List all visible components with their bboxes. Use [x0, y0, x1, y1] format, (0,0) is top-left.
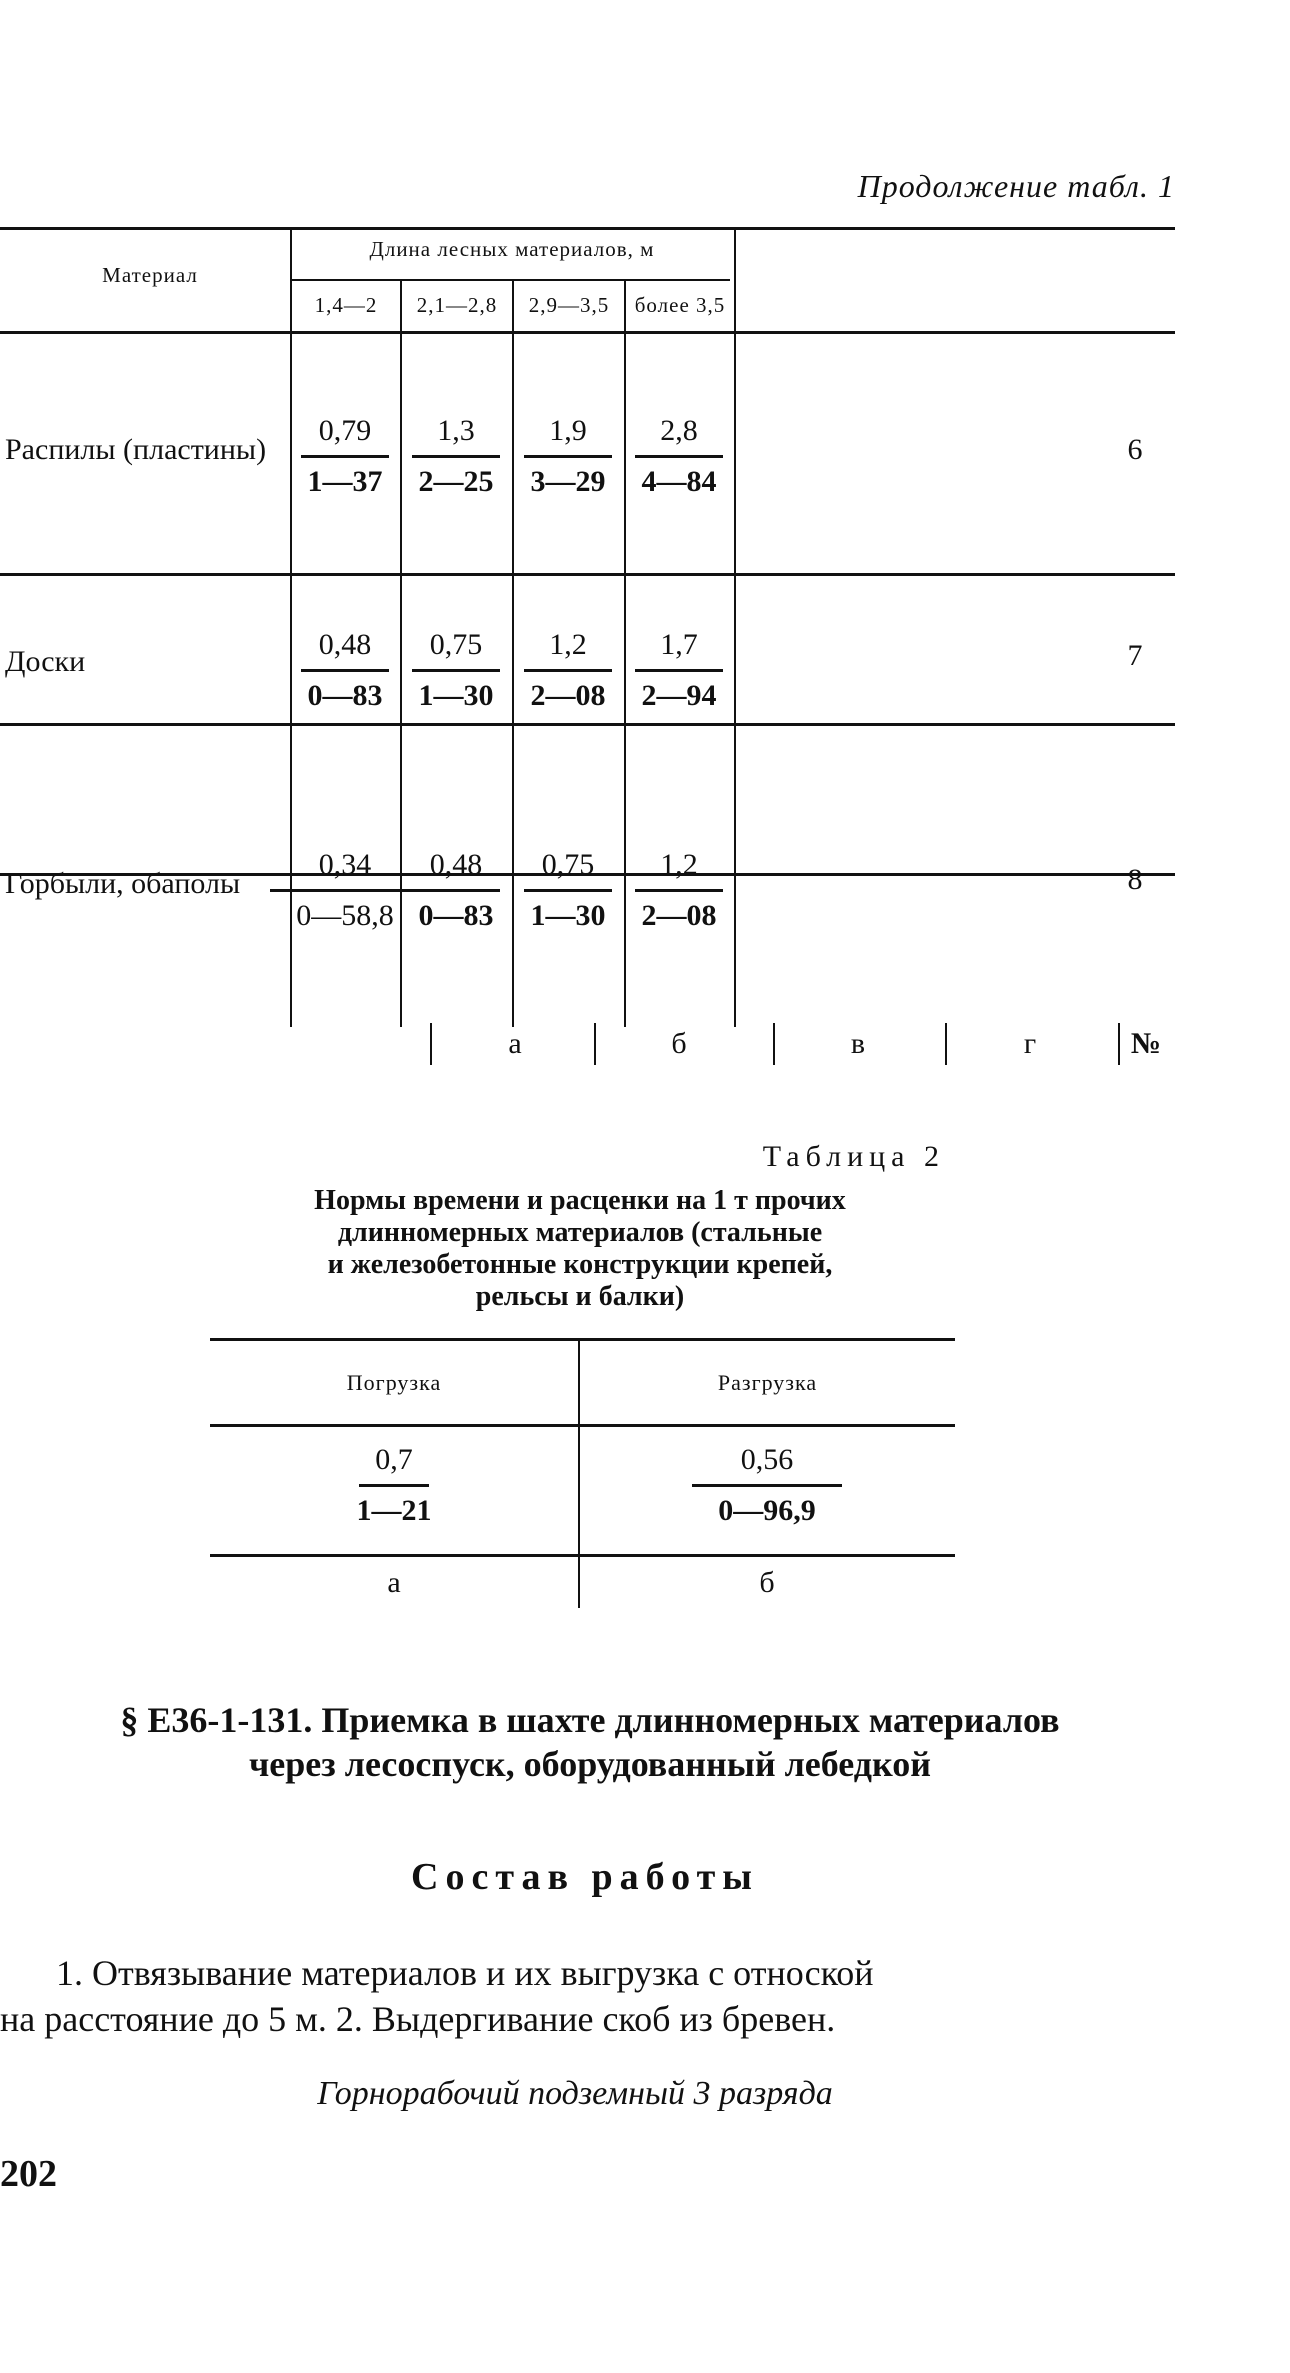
cell-fraction: 2,8 4—84	[595, 411, 763, 502]
section-heading: § Е36-1-131. Приемка в шахте длинномерных материалов через лесоспуск, оборудованный лебедкой	[120, 1700, 1060, 1784]
work-description: 1. Отвязывание материалов и их выгрузка с отноской на расстояние до 5 м. 2. Выдергивание скоб из бревен.	[0, 1953, 874, 2039]
cell-fraction: 0,56 0—96,9	[683, 1440, 851, 1531]
worker-qualification: Горнорабочий подземный 3 разряда	[317, 2075, 833, 2112]
table-1	[0, 215, 1175, 1095]
column-letter: а	[387, 1566, 401, 1599]
cell-fraction: 1,7 2—94	[595, 625, 763, 716]
work-composition-title: Состав работы	[411, 1856, 759, 1898]
length-col-3: 2,9—3,5	[528, 293, 610, 317]
table-2-bottom-rule	[210, 1554, 955, 1557]
header-unloading: Разгрузка	[717, 1370, 818, 1395]
table-2-caption: Таблица 2	[762, 1140, 945, 1173]
cell-fraction: 1,2 2—08	[595, 845, 763, 936]
row-number: 6	[1127, 433, 1143, 466]
length-col-1: 1,4—2	[314, 293, 378, 317]
cell-fraction: 0,75 1—30	[372, 625, 540, 716]
cell-fraction: 0,48 0—83	[372, 845, 540, 936]
row-rule-2	[0, 723, 1175, 726]
length-header-rule	[290, 279, 730, 281]
row-number: 8	[1127, 863, 1143, 896]
table-top-rule	[0, 227, 1175, 230]
length-col-4: более 3,5	[634, 293, 726, 317]
page-number: 202	[0, 2153, 57, 2195]
cell-fraction: 1,9 3—29	[484, 411, 652, 502]
table-2	[210, 1338, 955, 1608]
header-bottom-rule	[0, 331, 1175, 334]
row-number: 7	[1127, 639, 1143, 672]
cell-fraction: 0,48 0—83	[261, 625, 429, 716]
row-rule-1	[0, 573, 1175, 576]
column-letter: в	[850, 1027, 866, 1060]
cell-fraction: 1,2 2—08	[484, 625, 652, 716]
row-label: Доски	[5, 645, 86, 678]
column-letter: б	[759, 1566, 775, 1599]
header-length: Длина лесных материалов, м	[369, 237, 655, 261]
continuation-label: Продолжение табл. 1	[857, 168, 1175, 204]
number-sign: №	[1130, 1027, 1162, 1060]
cell-fraction: 0,79 1—37	[261, 411, 429, 502]
cell-fraction: 1,3 2—25	[372, 411, 540, 502]
cell-fraction: 0,7 1—21	[356, 1443, 432, 1527]
column-letter: а	[508, 1027, 522, 1060]
cell-fraction: 0,34 0—58,8	[261, 845, 429, 936]
row-label: Горбыли, обаполы	[5, 867, 241, 900]
header-loading: Погрузка	[346, 1370, 442, 1395]
column-letter: б	[671, 1027, 687, 1060]
length-col-2: 2,1—2,8	[416, 293, 498, 317]
header-material: Материал	[102, 263, 198, 287]
table-2-top-rule	[210, 1338, 955, 1341]
cell-fraction: 0,75 1—30	[484, 845, 652, 936]
row-label: Распилы (пластины)	[5, 433, 267, 466]
table-2-title: Нормы времени и расценки на 1 т прочих длинномерных материалов (стальные и железобетонные конструкции крепей, рельсы и балки)	[314, 1185, 846, 1312]
table-2-header-rule	[210, 1424, 955, 1427]
column-letter: г	[1023, 1027, 1037, 1060]
